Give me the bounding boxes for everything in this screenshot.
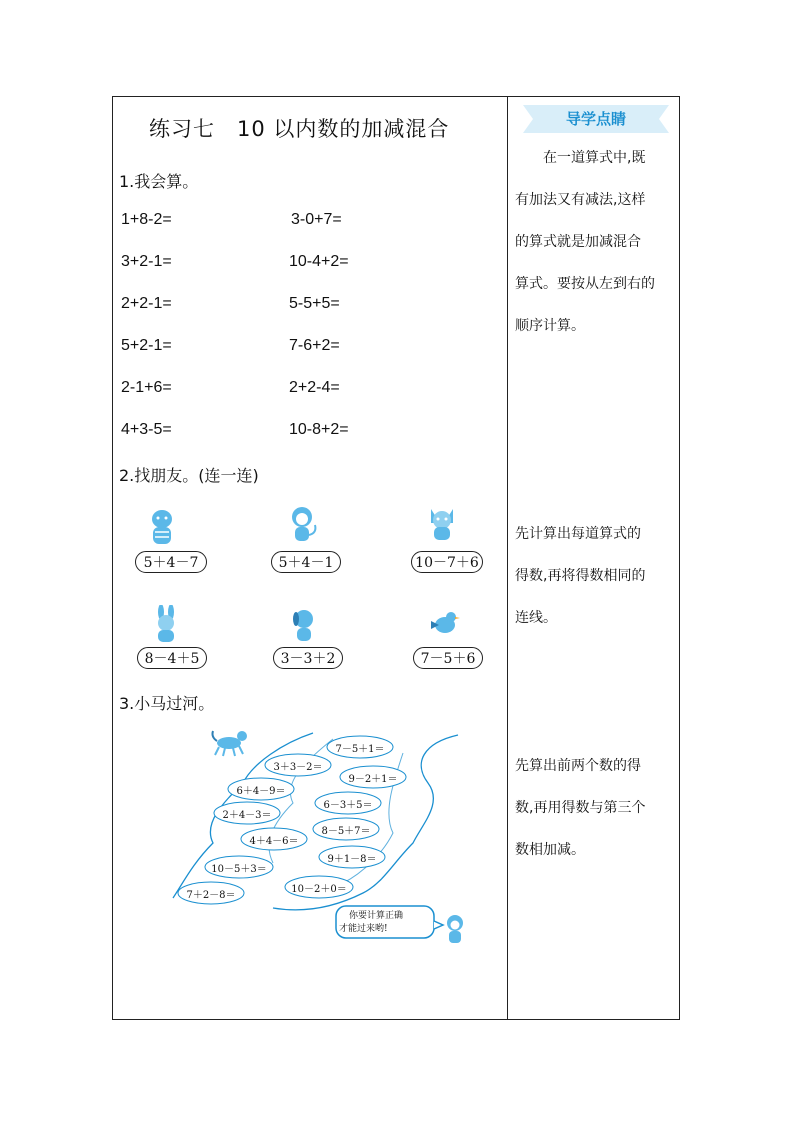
equation: 3+2-1= xyxy=(121,253,172,270)
equation: 2+2-4= xyxy=(289,379,340,396)
column-divider xyxy=(507,97,508,1019)
tip-block-1 xyxy=(515,137,679,347)
bubble-line: 才能过来哟! xyxy=(339,924,388,934)
equation: 10-8+2= xyxy=(289,421,349,438)
page-title xyxy=(149,113,449,143)
stone-label: 7＋2－8＝ xyxy=(186,890,236,901)
title-main: 10 以内数的加减混合 xyxy=(237,117,450,141)
match-card[interactable]: 3－3＋2 xyxy=(273,647,343,669)
tip-line: 先算出前两个数的得 xyxy=(515,758,641,774)
puppy-icon xyxy=(287,605,321,645)
stone-label: 10－5＋3＝ xyxy=(211,864,267,875)
tip-block-2 xyxy=(515,513,679,639)
equation: 5+2-1= xyxy=(121,337,172,354)
tip-line: 数相加减。 xyxy=(515,842,585,858)
match-card[interactable]: 8－4＋5 xyxy=(137,647,207,669)
rabbit-icon xyxy=(149,605,183,645)
stone-label: 9－2＋1＝ xyxy=(348,774,398,785)
match-card[interactable]: 5＋4－7 xyxy=(135,551,207,573)
tip-line: 数,再用得数与第三个 xyxy=(515,800,646,816)
stone-label: 8－5＋7＝ xyxy=(321,826,371,837)
bubble-text xyxy=(339,910,435,936)
monkey-helper-icon xyxy=(441,913,469,947)
tip-line: 连线。 xyxy=(515,610,557,626)
stone-label: 6＋4－9＝ xyxy=(236,786,286,797)
title-prefix: 练习七 xyxy=(149,117,215,141)
equation: 2-1+6= xyxy=(121,379,172,396)
equation: 2+2-1= xyxy=(121,295,172,312)
tip-block-3 xyxy=(515,745,679,871)
bird-icon xyxy=(427,605,461,645)
section1-heading: 1.我会算。 xyxy=(119,172,199,191)
tip-line: 在一道算式中,既 xyxy=(543,150,646,166)
stone-label: 3＋3－2＝ xyxy=(273,762,323,773)
stone-label: 2＋4－3＝ xyxy=(222,810,272,821)
stone-label: 9＋1－8＝ xyxy=(327,854,377,865)
section2-heading: 2.找朋友。(连一连) xyxy=(119,466,259,485)
equation: 7-6+2= xyxy=(289,337,340,354)
stone-label: 6－3＋5＝ xyxy=(323,800,373,811)
stone-label: 7－5＋1＝ xyxy=(335,744,385,755)
section3-heading: 3.小马过河。 xyxy=(119,694,215,713)
pony-icon xyxy=(209,727,253,757)
equation: 5-5+5= xyxy=(289,295,340,312)
equation: 4+3-5= xyxy=(121,421,172,438)
tip-line: 顺序计算。 xyxy=(515,318,585,334)
tip-line: 得数,再将得数相同的 xyxy=(515,568,646,584)
bubble-line: 你要计算正确 xyxy=(349,911,404,921)
match-card[interactable]: 10－7＋6 xyxy=(411,551,483,573)
tip-line: 先计算出每道算式的 xyxy=(515,526,641,542)
tiger-icon xyxy=(145,507,179,547)
stone-label: 10－2＋0＝ xyxy=(291,884,347,895)
equation: 10-4+2= xyxy=(289,253,349,270)
worksheet-frame xyxy=(112,96,680,1020)
equation: 3-0+7= xyxy=(291,211,342,228)
match-card[interactable]: 7－5＋6 xyxy=(413,647,483,669)
equation: 1+8-2= xyxy=(121,211,172,228)
cat-icon xyxy=(425,503,459,543)
monkey-icon xyxy=(285,505,319,545)
tip-banner-label: 导学点睛 xyxy=(565,110,626,128)
stone-label: 4＋4－6＝ xyxy=(249,836,299,847)
tip-line: 算式。要按从左到右的 xyxy=(515,276,655,292)
tip-line: 的算式就是加减混合 xyxy=(515,234,641,250)
tip-line: 有加法又有减法,这样 xyxy=(515,192,646,208)
match-card[interactable]: 5＋4－1 xyxy=(271,551,341,573)
